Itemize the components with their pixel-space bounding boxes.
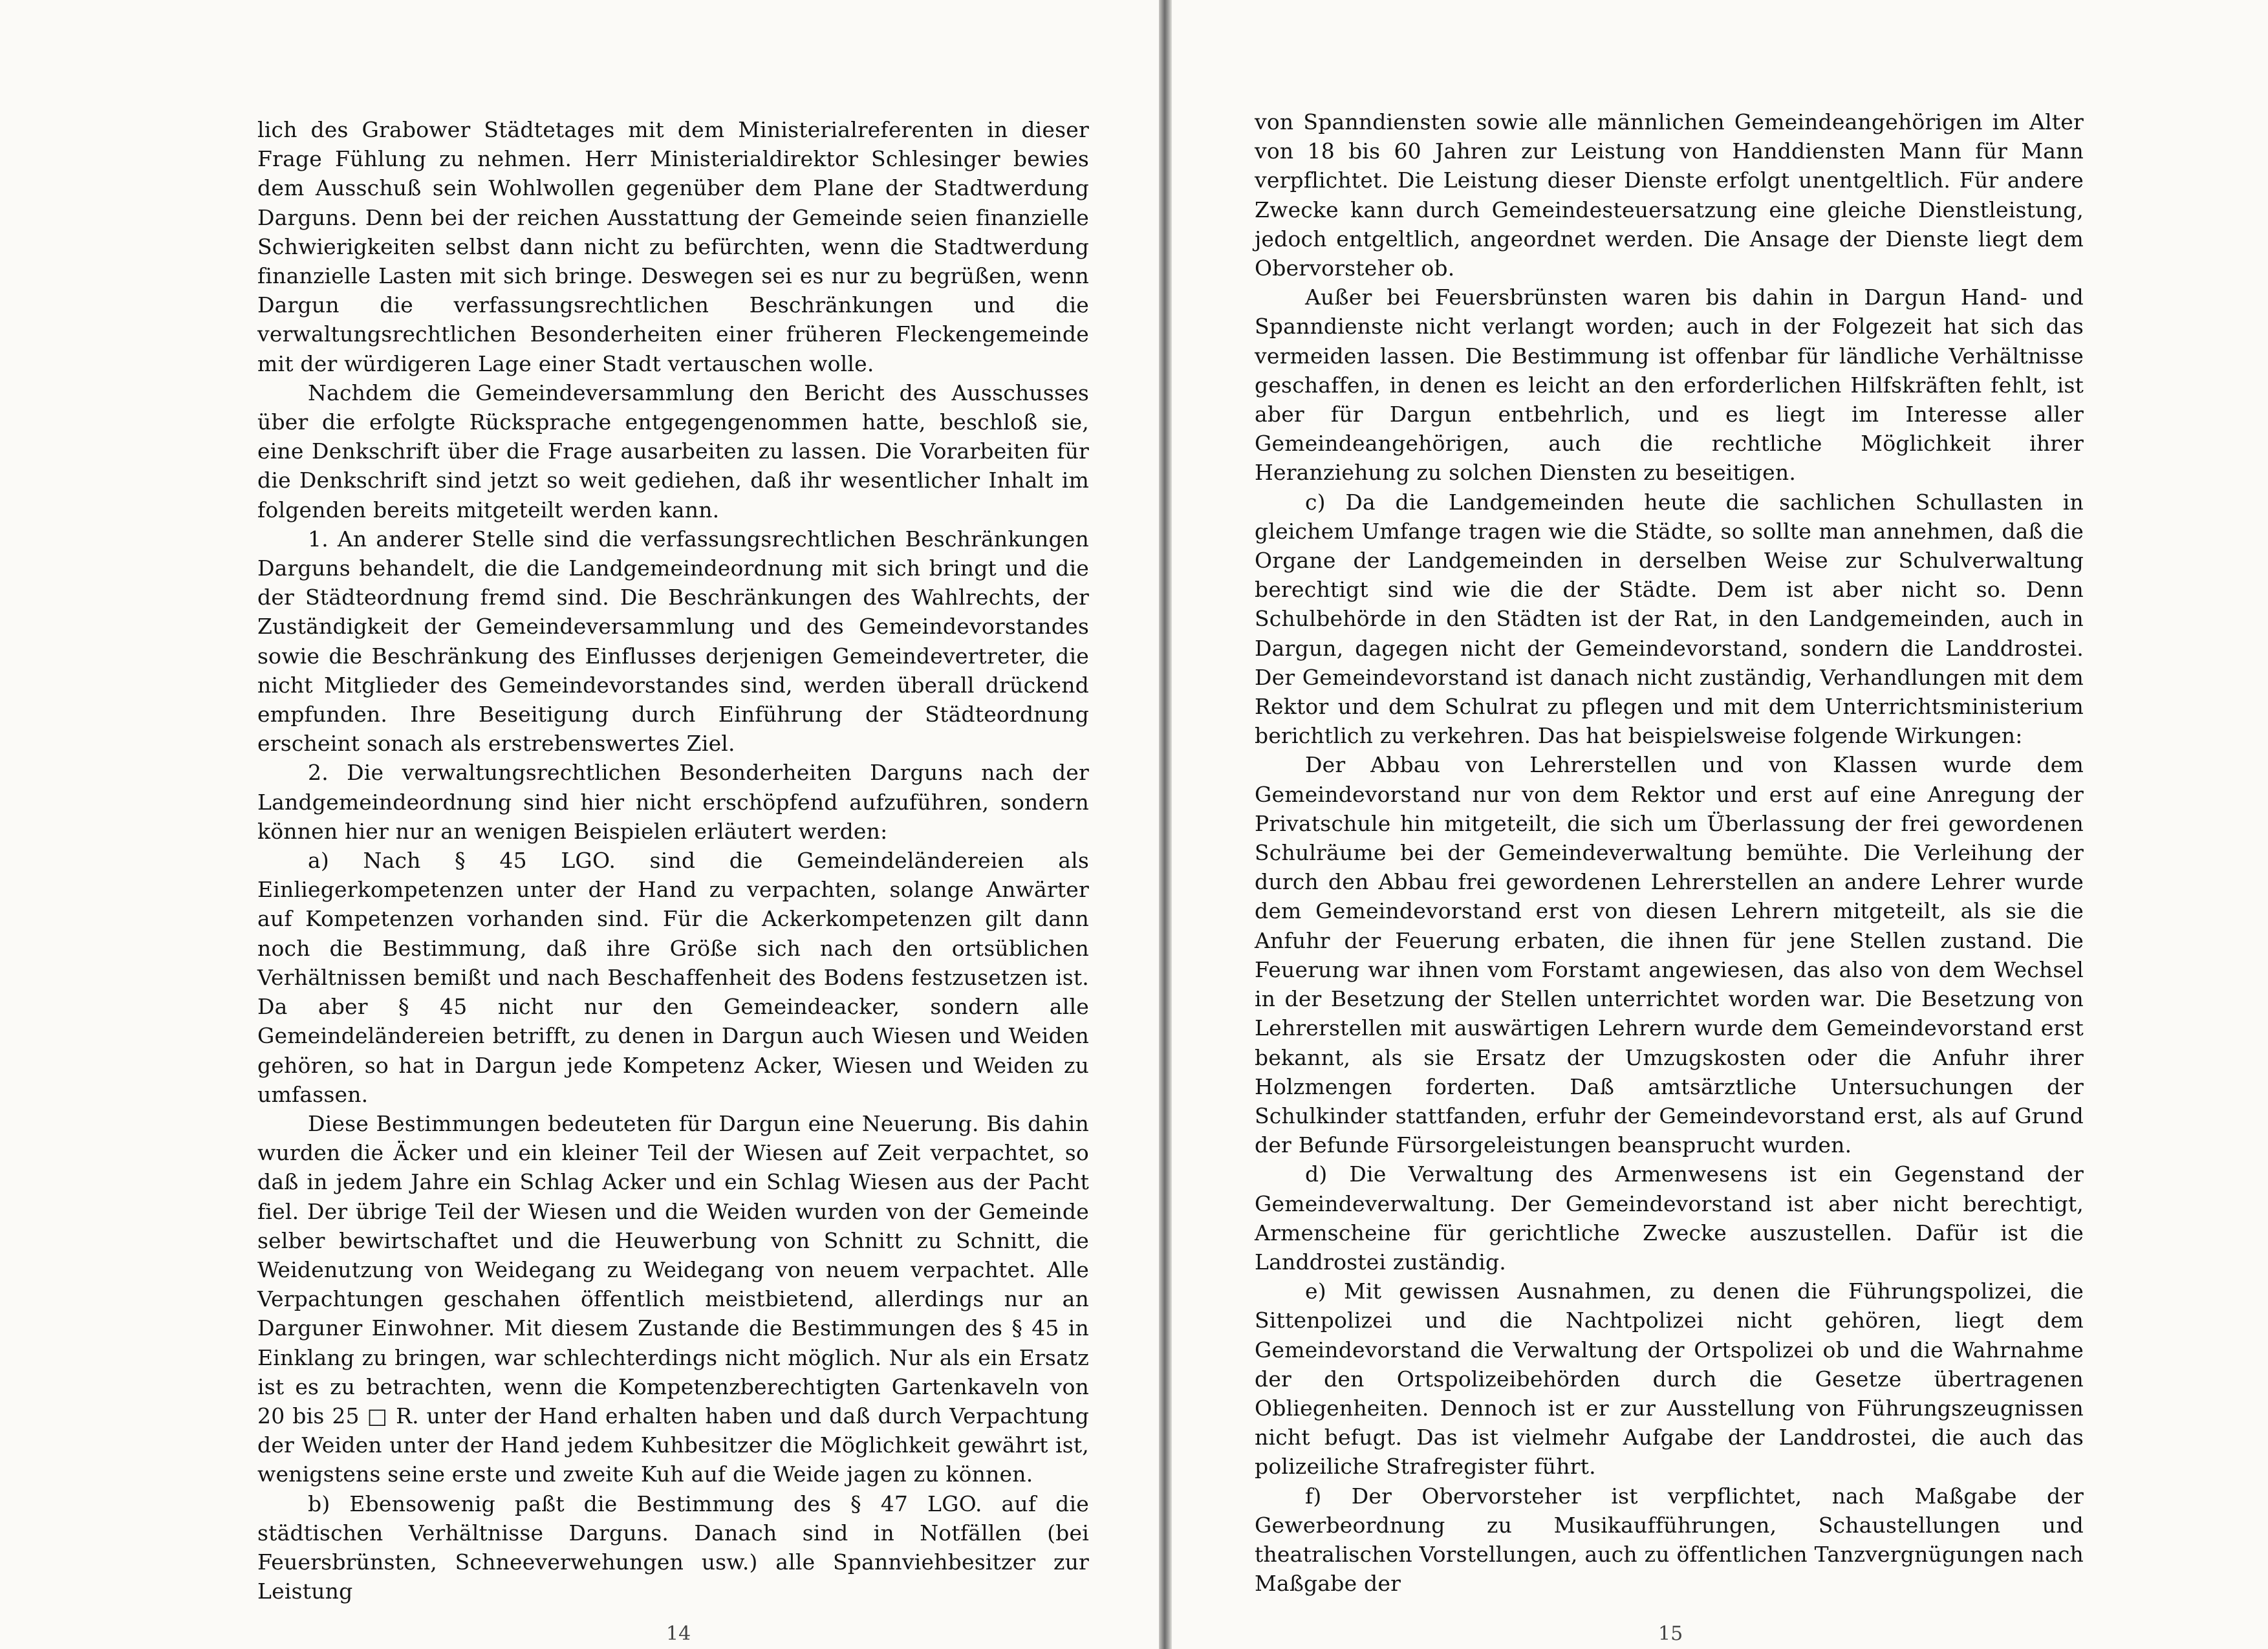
paragraph: von Spanndiensten sowie alle männlichen Gemeindeangehörigen im Alter von 18 bis 60 Jahren zur Leistung von Handdiensten Mann für Mann verpflichtet. Die Leistung dieser Dienste erfolgt unentgeltlich. Für andere Zwecke kann durch Gemeindesteuersatzung eine gleiche Dienstleistung, jedoch entgeltlich, angeordnet werden. Die Ansage der Dienste liegt dem Obervorsteher ob. — [1255, 109, 2084, 281]
paragraph: 1. An anderer Stelle sind die verfassungsrechtlichen Beschränkungen Darguns behandelt, die die Landgemeindeordnung mit sich bringt und die der Städteordnung fremd sind. Die Beschränkungen des Wahlrechts, der Zuständigkeit der Gemeindeversammlung und des Gemeindevorstandes sowie die Beschränkung des Einflusses derjenigen Gemeindevertreter, die nicht Mitglieder des Gemeindevorstandes sind, werden überall drückend empfunden. Ihre Beseitigung durch Einführung der Städteordnung erscheint sonach als erstrebenswertes Ziel. — [257, 526, 1089, 757]
paragraph: c) Da die Landgemeinden heute die sachlichen Schullasten in gleichem Umfange tragen wie die Städte, so sollte man annehmen, daß die Organe der Landgemeinden in derselben Weise zur Schulverwaltung berechtigt sind wie die der Städte. Dem ist aber nicht so. Denn Schulbehörde in den Städten ist der Rat, in den Landgemeinden, auch in Dargun, dagegen nicht der Gemeindevorstand, sondern die Landdrostei. Der Gemeindevorstand ist danach nicht zuständig, Verhandlungen mit dem Rektor und dem Schulrat zu pflegen und mit dem Unterrichtsministerium berichtlich zu verkehren. Das hat beispielsweise folgende Wirkungen: — [1255, 489, 2084, 749]
paragraph: Nachdem die Gemeindeversammlung den Bericht des Ausschusses über die erfolgte Rücksprache entgegengenommen hatte, beschloß sie, eine Denkschrift über die Frage ausarbeiten zu lassen. Die Vorarbeiten für die Denkschrift sind jetzt so weit gediehen, daß ihr wesentlicher Inhalt im folgenden bereits mitgeteilt werden kann. — [257, 380, 1089, 523]
right-page — [1172, 0, 2268, 1649]
paragraph: a) Nach § 45 LGO. sind die Gemeindeländereien als Einliegerkompetenzen unter der Hand zu verpachten, solange Anwärter auf Kompetenzen vorhanden sind. Für die Ackerkompetenzen gilt dann noch die Bestimmung, daß ihre Größe sich nach den ortsüblichen Verhältnissen bemißt und nach Beschaffenheit des Bodens festzusetzen ist. Da aber § 45 nicht nur den Gemeindeacker, sondern alle Gemeindeländereien betrifft, zu denen in Dargun auch Wiesen und Weiden gehören, so hat in Dargun jede Kompetenz Acker, Wiesen und Weiden zu umfassen. — [257, 848, 1089, 1107]
paragraph: b) Ebensowenig paßt die Bestimmung des § 47 LGO. auf die städtischen Verhältnisse Darguns. Danach sind in Notfällen (bei Feuersbrünsten, Schneeverwehungen usw.) alle Spannviehbesitzer zur Leistung — [257, 1491, 1089, 1604]
paragraph: f) Der Obervorsteher ist verpflichtet, nach Maßgabe der Gewerbeordnung zu Musikaufführungen, Schaustellungen und theatralischen Vorstellungen, auch zu öffentlichen Tanzvergnügungen nach Maßgabe der — [1255, 1483, 2084, 1597]
paragraph: Der Abbau von Lehrerstellen und von Klassen wurde dem Gemeindevorstand nur von dem Rektor und erst auf eine Anregung der Privatschule hin mitgeteilt, die sich um Überlassung der frei gewordenen Schulräume bei der Gemeindeverwaltung bemühte. Die Verleihung der durch den Abbau frei gewordenen Lehrerstellen an andere Lehrer wurde dem Gemeindevorstand erst von diesen Lehrern mitgeteilt, als sie die Anfuhr der Feuerung erbaten, die ihnen für jene Stellen zustand. Die Feuerung war ihnen vom Forstamt angewiesen, das also von dem Wechsel in der Besetzung der Stellen unterrichtet worden war. Die Besetzung von Lehrerstellen mit auswärtigen Lehrern wurde dem Gemeindevorstand erst bekannt, als sie Ersatz der Umzugskosten oder die Anfuhr ihrer Holzmengen forderten. Daß amtsärztliche Untersuchungen der Schulkinder stattfanden, erfuhr der Gemeindevorstand erst, als auf Grund der Befunde Fürsorgeleistungen beansprucht wurden. — [1255, 752, 2084, 1158]
right-page-text — [1255, 107, 2084, 1598]
left-page-text — [257, 115, 1089, 1606]
paragraph: d) Die Verwaltung des Armenwesens ist ein Gegenstand der Gemeindeverwaltung. Der Gemeindevorstand ist aber nicht berechtigt, Armenscheine für gerichtliche Zwecke auszustellen. Dafür ist die Landdrostei zuständig. — [1255, 1161, 2084, 1275]
paragraph: lich des Grabower Städtetages mit dem Ministerialreferenten in dieser Frage Fühlung zu nehmen. Herr Ministerialdirektor Schlesinger bewies dem Ausschuß sein Wohlwollen gegenüber dem Plane der Stadtwerdung Darguns. Denn bei der reichen Ausstattung der Gemeinde seien finanzielle Schwierigkeiten selbst dann nicht zu befürchten, wenn die Stadtwerdung finanzielle Lasten mit sich bringe. Deswegen sei es nur zu begrüßen, wenn Dargun die verfassungsrechtlichen Beschränkungen und die verwaltungsrechtlichen Besonderheiten einer früheren Fleckengemeinde mit der würdigeren Lage einer Stadt vertauschen wolle. — [257, 117, 1089, 376]
paragraph: e) Mit gewissen Ausnahmen, zu denen die Führungspolizei, die Sittenpolizei und die Nachtpolizei nicht gehören, liegt dem Gemeindevorstand die Verwaltung der Ortspolizei ob und die Wahrnahme der den Ortspolizeibehörden durch die Gesetze übertragenen Obliegenheiten. Dennoch ist er zur Ausstellung von Führungszeugnissen nicht befugt. Das ist vielmehr Aufgabe der Landdrostei, die auch das polizeiliche Strafregister führt. — [1255, 1278, 2084, 1480]
paragraph: Diese Bestimmungen bedeuteten für Dargun eine Neuerung. Bis dahin wurden die Äcker und ein kleiner Teil der Wiesen auf Zeit verpachtet, so daß in jedem Jahre ein Schlag Acker und ein Schlag Wiesen aus der Pacht fiel. Der übrige Teil der Wiesen und die Weiden wurden von der Gemeinde selber bewirtschaftet und die Heuwerbung von Schnitt zu Schnitt, die Weidenutzung von Weidegang zu Weidegang von neuem verpachtet. Alle Verpachtungen geschahen öffentlich meistbietend, allerdings nur an Darguner Einwohner. Mit diesem Zustande die Bestimmungen des § 45 in Einklang zu bringen, war schlechterdings nicht möglich. Nur als ein Ersatz ist es zu betrachten, wenn die Kompetenzberechtigten Gartenkaveln von 20 bis 25 □ R. unter der Hand erhalten haben und daß durch Verpachtung der Weiden unter der Hand jedem Kuhbesitzer die Möglichkeit gewährt ist, wenigstens seine erste und zweite Kuh auf die Weide jagen zu können. — [257, 1110, 1089, 1487]
paragraph: Außer bei Feuersbrünsten waren bis dahin in Dargun Hand- und Spanndienste nicht verlangt worden; auch in der Folgezeit hat sich das vermeiden lassen. Die Bestimmung ist offenbar für ländliche Verhältnisse geschaffen, in denen es leicht an den erforderlichen Hilfskräften fehlt, ist aber für Dargun entbehrlich, und es liegt im Interesse aller Gemeindeangehörigen, auch die rechtliche Möglichkeit ihrer Heranziehung zu solchen Diensten zu beseitigen. — [1255, 285, 2084, 486]
page-number: 14 — [666, 1622, 691, 1645]
page-number: 15 — [1658, 1622, 1683, 1645]
book-gutter — [1159, 0, 1172, 1649]
paragraph: 2. Die verwaltungsrechtlichen Besonderheiten Darguns nach der Landgemeindeordnung sind hier nicht erschöpfend aufzuführen, sondern können hier nur an wenigen Beispielen erläutert werden: — [257, 760, 1089, 844]
